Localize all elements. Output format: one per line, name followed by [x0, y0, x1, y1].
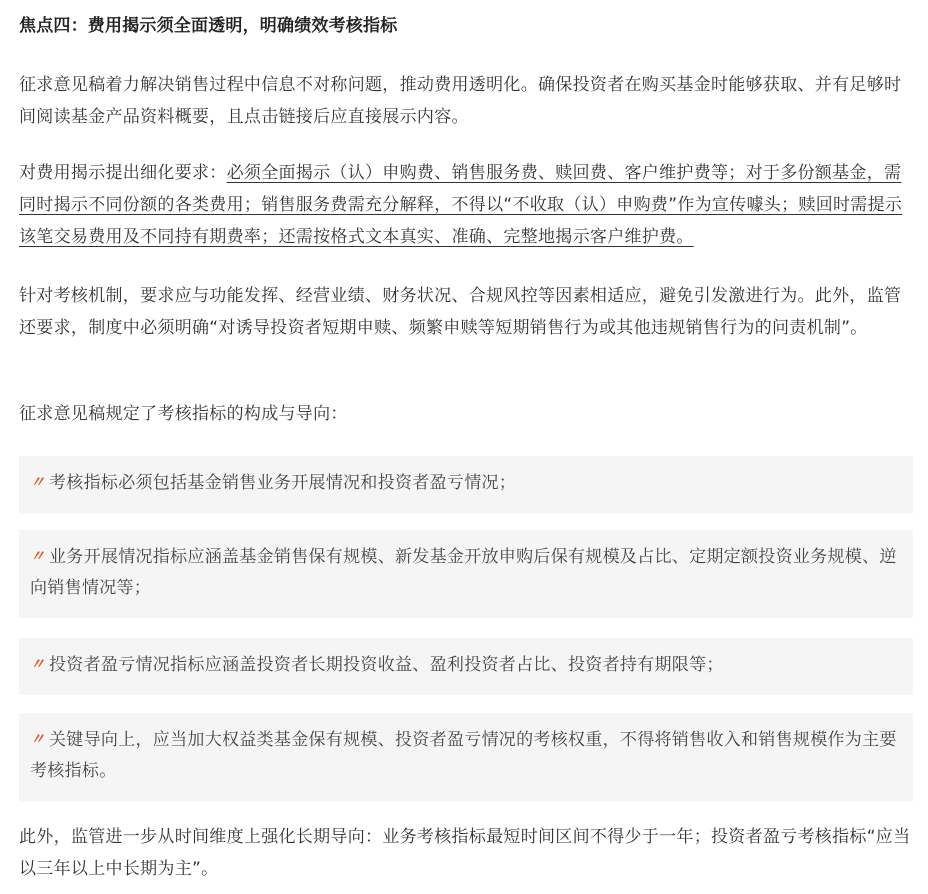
paragraph-fee-transparency: 征求意见稿着力解决销售过程中信息不对称问题，推动费用透明化。确保投资者在购买基金时能够获取、并有足够时间阅读基金产品资料概要，且点击链接后应直接展示内容。	[19, 75, 902, 127]
quote-block	[19, 713, 913, 801]
quote-mark-icon: 〃	[30, 730, 46, 748]
quote-text	[30, 541, 901, 604]
quote-text	[30, 724, 901, 787]
paragraph-long-term-orientation: 此外，监管进一步从时间维度上强化长期导向：业务考核指标最短时间区间不得少于一年；投资者盈亏考核指标“应当以三年以上中长期为主”。	[19, 827, 911, 879]
fee-disclosure-requirements: 必须全面揭示（认）申购费、销售服务费、赎回费、客户维护费等；对于多份额基金，需同时揭示不同份额的各类费用；销售服务费需充分解释，不得以“不收取（认）申购费”作为宣传噱头；赎回时需提示该笔交易费用及不同持有期费率；还需按格式文本真实、准确、完整地揭示客户维护费。	[19, 163, 903, 247]
quote-block	[19, 456, 913, 513]
quote-mark-icon: 〃	[30, 473, 46, 491]
paragraph-assessment-mechanism: 针对考核机制，要求应与功能发挥、经营业绩、财务状况、合规风控等因素相适应，避免引发激进行为。此外，监管还要求，制度中必须明确“对诱导投资者短期申赎、频繁申赎等短期销售行为或其他违规销售行为的问责机制”。	[19, 286, 902, 338]
quote-mark-icon: 〃	[30, 547, 46, 565]
quote-text	[30, 467, 901, 499]
quote-block	[19, 638, 913, 695]
quote-mark-icon: 〃	[30, 655, 46, 673]
quote-content: 关键导向上，应当加大权益类基金保有规模、投资者盈亏情况的考核权重，不得将销售收入和销售规模作为主要考核指标。	[30, 730, 897, 781]
paragraph-fee-disclosure	[19, 157, 914, 253]
quote-block	[19, 530, 913, 618]
quote-content: 业务开展情况指标应涵盖基金销售保有规模、新发基金开放申购后保有规模及占比、定期定额投资业务规模、逆向销售情况等；	[30, 547, 897, 598]
quote-content: 投资者盈亏情况指标应涵盖投资者长期投资收益、盈利投资者占比、投资者持有期限等；	[49, 655, 724, 675]
quote-text	[30, 649, 901, 681]
quote-content: 考核指标必须包括基金销售业务开展情况和投资者盈亏情况；	[49, 473, 517, 493]
paragraph-assessment-intro: 征求意见稿规定了考核指标的构成与导向：	[19, 404, 348, 424]
fee-disclosure-lead: 对费用揭示提出细化要求：	[19, 163, 227, 183]
section-heading: 焦点四：费用揭示须全面透明，明确绩效考核指标	[19, 16, 398, 36]
